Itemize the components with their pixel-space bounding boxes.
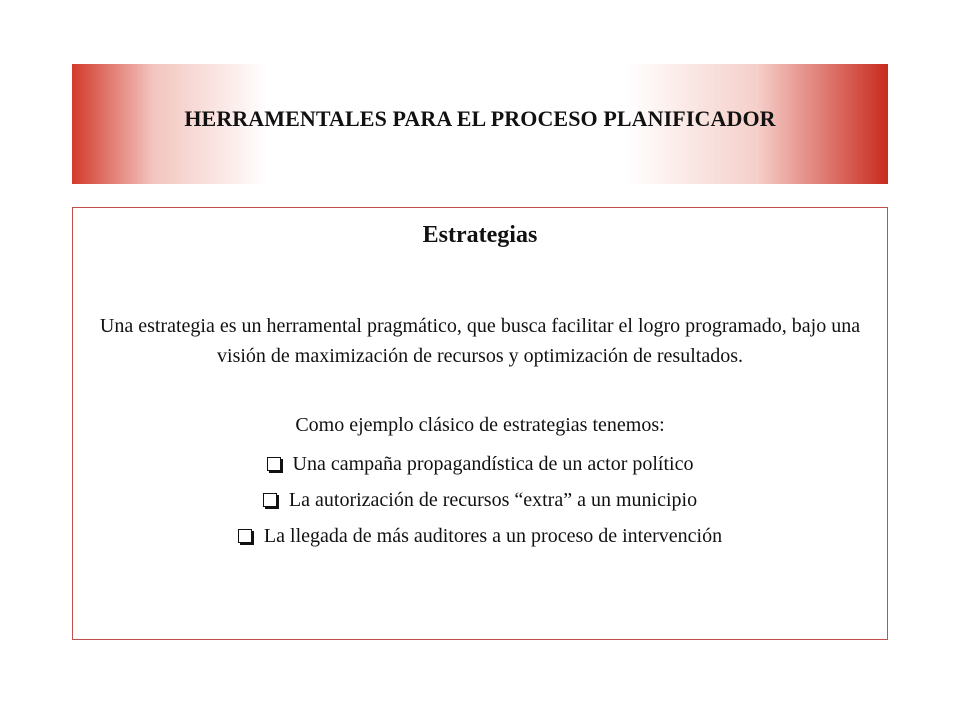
list-item-text: La autorización de recursos “extra” a un municipio [288,488,698,511]
list-item [73,518,887,554]
square-bullet-icon [238,529,252,543]
list-item [73,446,887,482]
content-box [72,207,888,640]
title-banner [72,64,888,184]
section-subtitle: Estrategias [422,222,538,248]
definition-paragraph: Una estrategia es un herramental pragmático, que busca facilitar el logro programado, bajo una visión de maximización de recursos y optimización de resultados. [99,315,861,367]
square-bullet-icon [263,493,277,507]
examples-list [73,446,887,554]
slide-title: HERRAMENTALES PARA EL PROCESO PLANIFICADOR [184,106,776,131]
list-item-text: Una campaña propagandística de un actor político [292,452,694,475]
examples-intro: Como ejemplo clásico de estrategias tenemos: [295,414,665,436]
list-item [73,482,887,518]
list-item-text: La llegada de más auditores a un proceso de intervención [263,524,723,547]
square-bullet-icon [267,457,281,471]
